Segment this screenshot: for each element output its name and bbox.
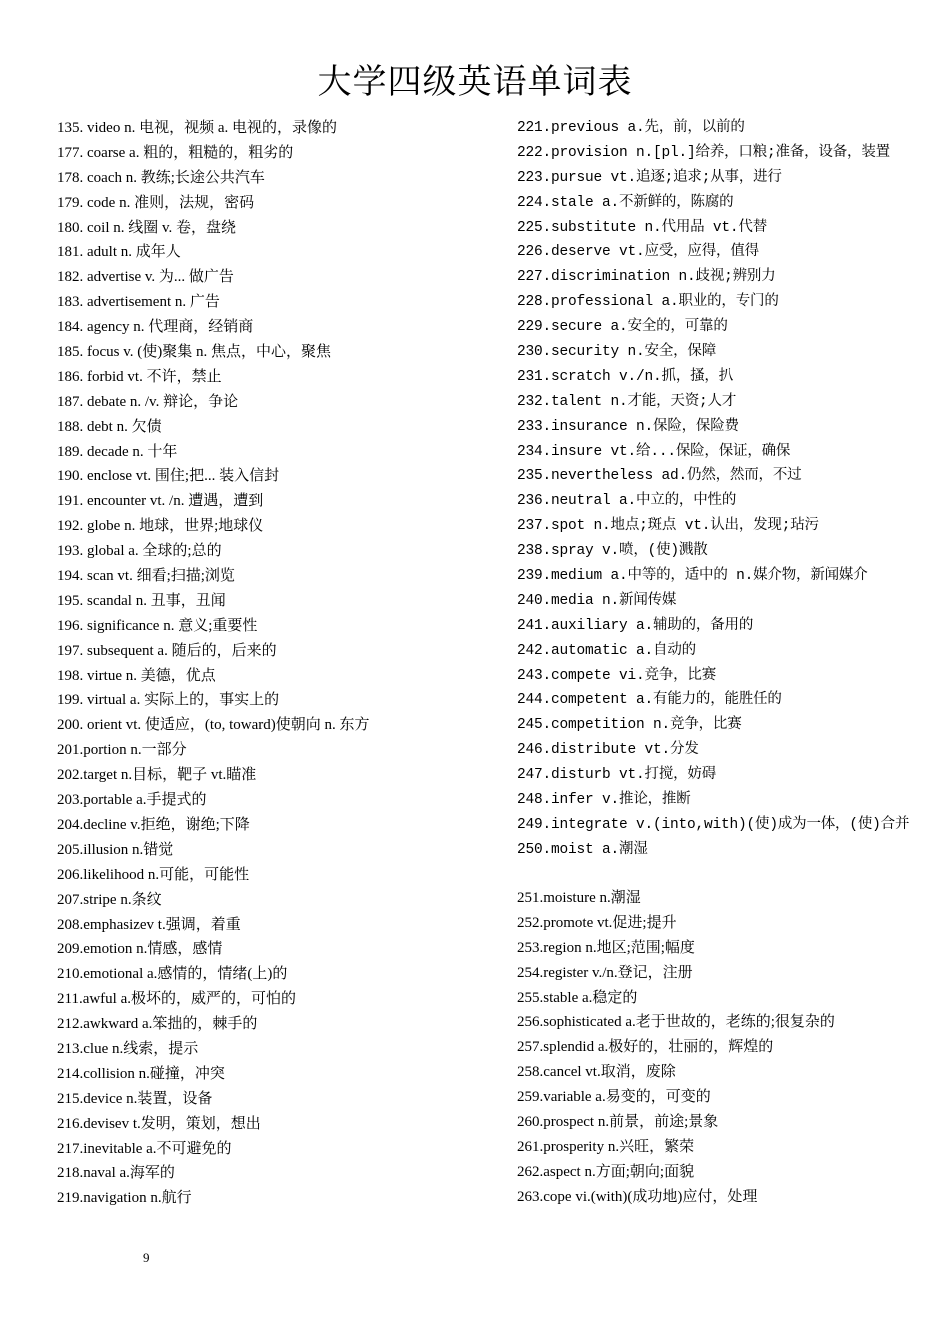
word-entry: 242.automatic a.自动的 bbox=[517, 642, 696, 659]
word-entry: 185. focus v. (使)聚集 n. 焦点，中心，聚焦 bbox=[57, 344, 332, 361]
word-entry: 177. coarse a. 粗的，粗糙的，粗劣的 bbox=[57, 144, 294, 161]
word-entry: 227.discrimination n.歧视;辨别力 bbox=[517, 269, 776, 286]
word-entry: 223.pursue vt.追逐;追求;从事，进行 bbox=[517, 169, 782, 186]
word-entry: 209.emotion n.情感，感情 bbox=[57, 941, 223, 958]
word-entry: 200. orient vt. 使适应，(to, toward)使朝向 n. 东方 bbox=[57, 717, 370, 734]
word-entry: 178. coach n. 教练;长途公共汽车 bbox=[57, 169, 265, 186]
word-entry: 251.moisture n.潮湿 bbox=[517, 890, 641, 906]
word-entry: 247.disturb vt.打搅，妨碍 bbox=[517, 767, 717, 784]
word-entry: 246.distribute vt.分发 bbox=[517, 742, 699, 759]
word-entry: 221.previous a.先，前，以前的 bbox=[517, 120, 745, 136]
word-entry: 192. globe n. 地球，世界;地球仪 bbox=[57, 518, 264, 535]
word-entry: 190. enclose vt. 围住;把... 装入信封 bbox=[57, 468, 280, 485]
word-entry: 212.awkward a.笨拙的，棘手的 bbox=[57, 1016, 258, 1033]
word-entry: 255.stable a.稳定的 bbox=[517, 989, 638, 1006]
word-entry: 244.competent a.有能力的，能胜任的 bbox=[517, 692, 782, 709]
word-entry: 206.likelihood n.可能，可能性 bbox=[57, 866, 250, 883]
word-entry: 186. forbid vt. 不许，禁止 bbox=[57, 368, 222, 385]
word-entry: 243.compete vi.竞争，比赛 bbox=[517, 667, 717, 684]
word-entry: 183. advertisement n. 广告 bbox=[57, 294, 220, 311]
word-list-right-continued bbox=[517, 886, 835, 1210]
word-entry: 188. debt n. 欠债 bbox=[57, 418, 162, 435]
word-entry: 229.secure a.安全的，可靠的 bbox=[517, 319, 728, 336]
word-entry: 219.navigation n.航行 bbox=[57, 1190, 192, 1207]
word-entry: 253.region n.地区;范围;幅度 bbox=[517, 939, 695, 956]
word-entry: 258.cancel vt.取消，废除 bbox=[517, 1064, 676, 1081]
word-entry: 182. advertise v. 为... 做广告 bbox=[57, 269, 234, 286]
word-entry: 240.media n.新闻传媒 bbox=[517, 592, 677, 609]
word-entry: 261.prosperity n.兴旺，繁荣 bbox=[517, 1138, 695, 1155]
word-entry: 179. code n. 准则，法规，密码 bbox=[57, 194, 255, 211]
word-entry: 205.illusion n.错觉 bbox=[57, 841, 174, 858]
word-entry: 210.emotional a.感情的，情绪(上)的 bbox=[57, 966, 288, 983]
word-entry: 197. subsequent a. 随后的，后来的 bbox=[57, 642, 277, 659]
page-number: 9 bbox=[143, 1250, 150, 1265]
word-entry: 237.spot n.地点;斑点 vt.认出，发现;玷污 bbox=[517, 518, 819, 535]
word-entry: 239.medium a.中等的，适中的 n.媒介物，新闻媒介 bbox=[517, 568, 868, 585]
word-entry: 226.deserve vt.应受，应得，值得 bbox=[517, 244, 759, 261]
page-title: 大学四级英语单词表 bbox=[317, 62, 633, 102]
word-entry: 194. scan vt. 细看;扫描;浏览 bbox=[57, 568, 235, 585]
word-entry: 208.emphasizev t.强调，着重 bbox=[57, 916, 241, 933]
word-list-left bbox=[57, 116, 369, 1211]
word-entry: 250.moist a.潮湿 bbox=[517, 841, 648, 858]
word-list-right bbox=[517, 116, 909, 863]
word-entry: 252.promote vt.促进;提升 bbox=[517, 914, 677, 931]
word-entry: 217.inevitable a.不可避免的 bbox=[57, 1140, 232, 1157]
word-entry: 202.target n.目标，靶子 vt.瞄准 bbox=[57, 767, 257, 784]
word-entry: 222.provision n.[pl.]给养，口粮;准备，设备，装置 bbox=[517, 144, 890, 161]
word-entry: 211.awful a.极坏的，威严的，可怕的 bbox=[57, 991, 297, 1008]
word-entry: 228.professional a.职业的，专门的 bbox=[517, 294, 779, 311]
word-entry: 193. global a. 全球的;总的 bbox=[57, 543, 222, 560]
word-entry: 233.insurance n.保险，保险费 bbox=[517, 418, 739, 435]
word-entry: 241.auxiliary a.辅助的，备用的 bbox=[517, 617, 754, 634]
word-entry: 235.nevertheless ad.仍然，然而，不过 bbox=[517, 468, 802, 485]
word-entry: 248.infer v.推论，推断 bbox=[517, 792, 691, 809]
word-entry: 238.spray v.喷，(使)溅散 bbox=[517, 543, 708, 560]
word-entry: 195. scandal n. 丑事，丑闻 bbox=[57, 592, 226, 609]
word-entry: 204.decline v.拒绝，谢绝;下降 bbox=[57, 816, 250, 833]
word-entry: 196. significance n. 意义;重要性 bbox=[57, 617, 258, 634]
word-entry: 201.portion n.一部分 bbox=[57, 742, 187, 759]
word-entry: 135. video n. 电视，视频 a. 电视的，录像的 bbox=[57, 120, 337, 136]
word-entry: 259.variable a.易变的，可变的 bbox=[517, 1089, 711, 1106]
word-entry: 256.sophisticated a.老于世故的，老练的;很复杂的 bbox=[517, 1014, 835, 1031]
word-entry: 207.stripe n.条纹 bbox=[57, 891, 162, 908]
word-entry: 263.cope vi.(with)(成功地)应付，处理 bbox=[517, 1188, 758, 1205]
word-entry: 262.aspect n.方面;朝向;面貌 bbox=[517, 1163, 695, 1180]
word-entry: 198. virtue n. 美德，优点 bbox=[57, 667, 216, 684]
word-entry: 184. agency n. 代理商，经销商 bbox=[57, 319, 254, 336]
word-entry: 236.neutral a.中立的，中性的 bbox=[517, 493, 737, 510]
word-entry: 187. debate n. /v. 辩论，争论 bbox=[57, 393, 239, 410]
word-entry: 218.naval a.海军的 bbox=[57, 1165, 175, 1182]
word-entry: 214.collision n.碰撞，冲突 bbox=[57, 1065, 225, 1082]
word-entry: 245.competition n.竞争，比赛 bbox=[517, 717, 742, 734]
word-entry: 249.integrate v.(into,with)(使)成为一体，(使)合并 bbox=[517, 816, 910, 833]
word-entry: 180. coil n. 线圈 v. 卷，盘绕 bbox=[57, 219, 237, 236]
word-entry: 199. virtual a. 实际上的，事实上的 bbox=[57, 692, 280, 709]
word-entry: 181. adult n. 成年人 bbox=[57, 244, 181, 261]
word-entry: 231.scratch v./n.抓，搔，扒 bbox=[517, 368, 734, 385]
word-entry: 213.clue n.线索，提示 bbox=[57, 1040, 199, 1057]
word-entry: 232.talent n.才能，天资;人才 bbox=[517, 393, 737, 410]
word-entry: 234.insure vt.给...保险，保证，确保 bbox=[517, 443, 791, 460]
word-entry: 215.device n.装置，设备 bbox=[57, 1090, 213, 1107]
word-entry: 224.stale a.不新鲜的，陈腐的 bbox=[517, 194, 734, 211]
word-entry: 216.devisev t.发明，策划，想出 bbox=[57, 1115, 261, 1132]
word-entry: 189. decade n. 十年 bbox=[57, 443, 178, 460]
word-entry: 203.portable a.手提式的 bbox=[57, 792, 207, 809]
word-entry: 230.security n.安全，保障 bbox=[517, 344, 717, 361]
word-entry: 225.substitute n.代用品 vt.代替 bbox=[517, 219, 768, 236]
word-entry: 254.register v./n.登记，注册 bbox=[517, 964, 693, 981]
word-entry: 260.prospect n.前景，前途;景象 bbox=[517, 1114, 719, 1131]
word-entry: 191. encounter vt. /n. 遭遇，遭到 bbox=[57, 493, 264, 510]
word-entry: 257.splendid a.极好的，壮丽的，辉煌的 bbox=[517, 1039, 774, 1056]
